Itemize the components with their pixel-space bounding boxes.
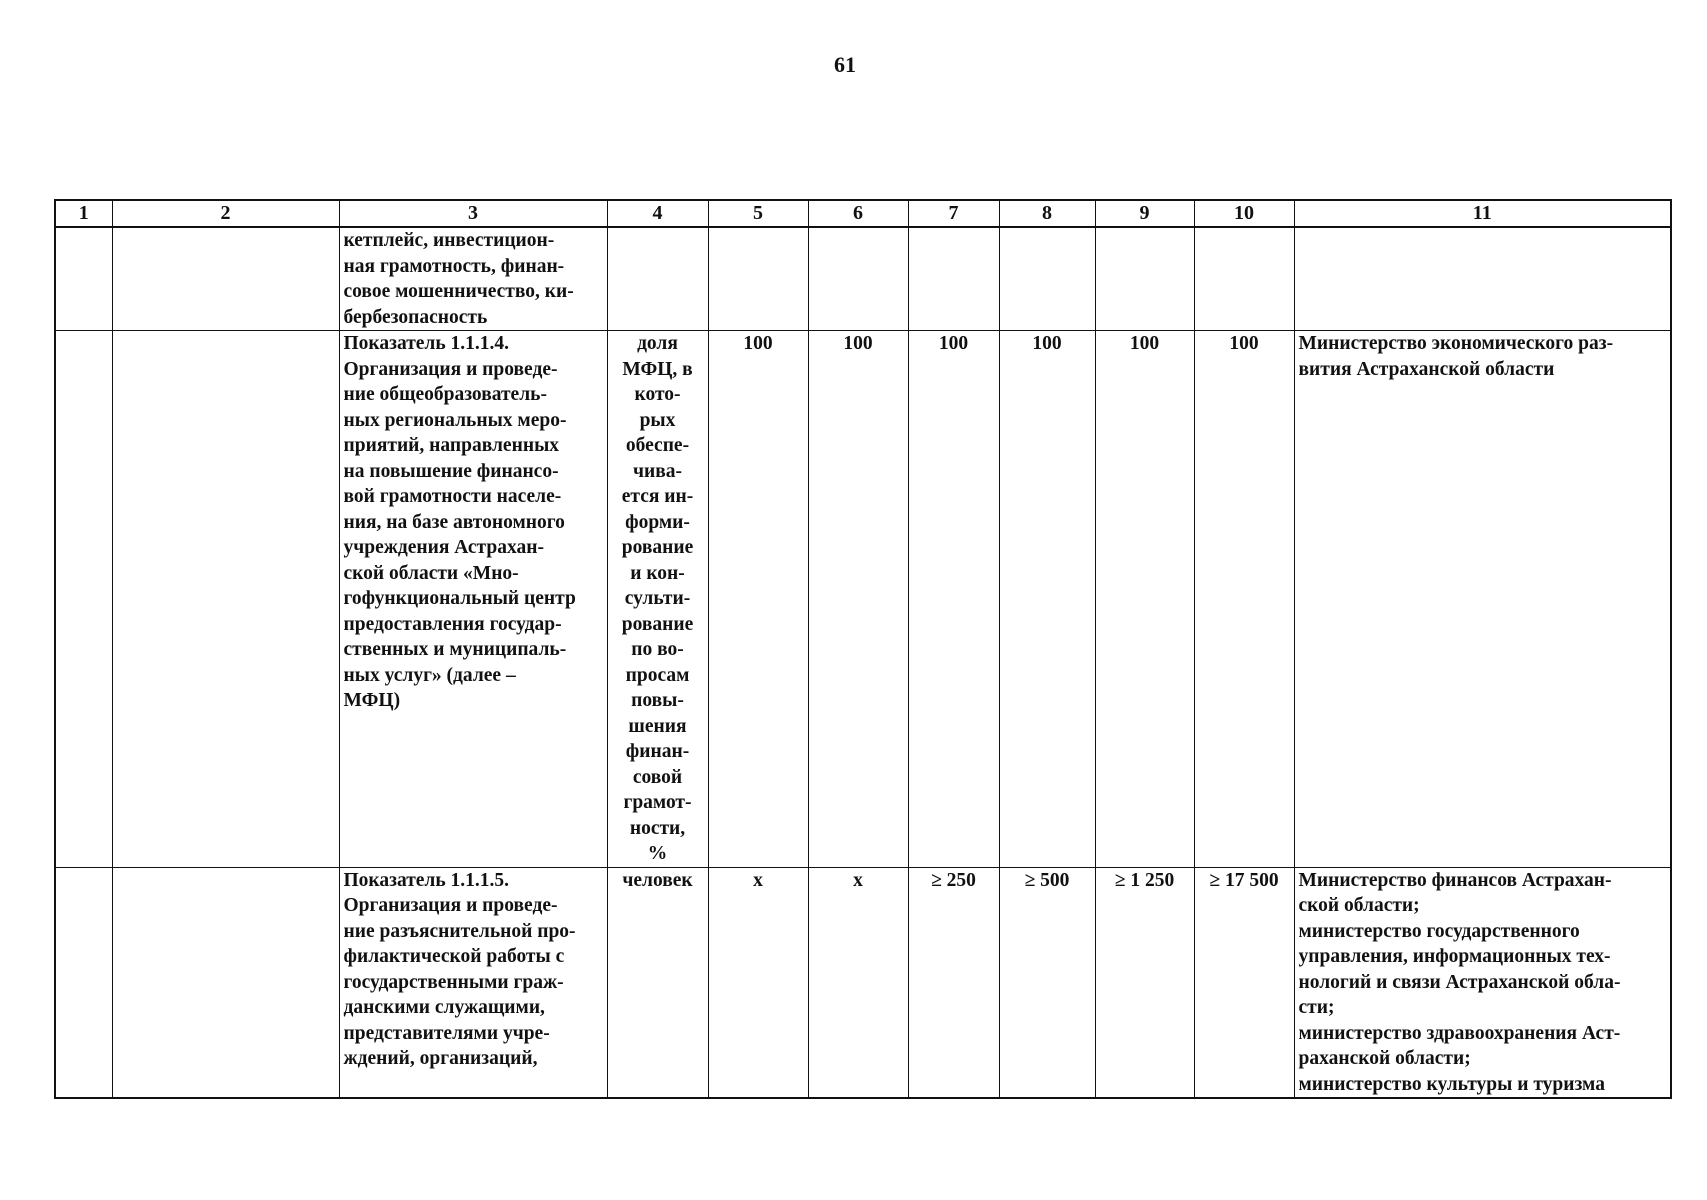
text-line: сти; <box>1298 997 1335 1018</box>
cell-value-9: 100 <box>1095 331 1194 868</box>
cell-indicator <box>339 331 607 868</box>
text-line: Организация и проведе- <box>343 895 558 916</box>
cell-value-8: ≥ 500 <box>999 867 1095 1098</box>
cell-value-9 <box>1095 227 1194 331</box>
text-line: ется ин- <box>621 486 694 507</box>
text-line: бербезопасность <box>343 306 488 328</box>
cell-value-9: ≥ 1 250 <box>1095 867 1194 1098</box>
text-line: обеспе- <box>625 435 690 456</box>
cell-responsible <box>1294 331 1671 868</box>
cell-responsible <box>1294 867 1671 1098</box>
text-line: Министерство экономического раз- <box>1298 333 1614 354</box>
text-line: форми- <box>625 511 690 533</box>
cell-value-5: х <box>708 867 808 1098</box>
cell-value-5 <box>708 227 808 331</box>
text-line: МФЦ, в <box>622 358 693 380</box>
text-line: сульти- <box>624 588 691 609</box>
page-number: 61 <box>834 52 856 77</box>
text-line: по во- <box>631 639 684 660</box>
text-line: раханской области; <box>1298 1048 1471 1069</box>
text-line: МФЦ) <box>343 690 401 711</box>
text-line: совое мошенничество, ки- <box>343 281 574 302</box>
cell-indicator <box>339 867 607 1098</box>
column-header-11: 11 <box>1294 200 1671 227</box>
cell-number <box>55 867 112 1098</box>
text-line: ние разъяснительной про- <box>343 920 576 942</box>
text-line: ных региональных меро- <box>343 409 567 431</box>
text-line: совой <box>632 766 683 788</box>
text-line: данскими служащими, <box>343 997 545 1018</box>
cell-name <box>112 867 339 1098</box>
text-line: и кон- <box>630 562 685 584</box>
text-line: вой грамотности населе- <box>343 486 562 507</box>
text-line: ской области; <box>1298 895 1420 916</box>
text-line: ных услуг» (далее – <box>343 664 516 686</box>
cell-name <box>112 227 339 331</box>
column-header-1: 1 <box>55 200 112 227</box>
cell-value-5: 100 <box>708 331 808 868</box>
text-line: Министерство финансов Астрахан- <box>1298 869 1612 891</box>
cell-value-10 <box>1194 227 1294 331</box>
column-header-7: 7 <box>908 200 999 227</box>
cell-value-7: 100 <box>908 331 999 868</box>
cell-value-7: ≥ 250 <box>908 867 999 1098</box>
text-line: грамот- <box>623 792 692 813</box>
text-line: кото- <box>634 384 681 405</box>
cell-value-10: 100 <box>1194 331 1294 868</box>
cell-indicator <box>339 227 607 331</box>
text-line: ственных и муниципаль- <box>343 639 567 660</box>
text-line: рование <box>621 613 694 635</box>
cell-value-10: ≥ 17 500 <box>1194 867 1294 1098</box>
text-line: вития Астраханской области <box>1298 358 1555 380</box>
text-line: доля <box>637 333 678 354</box>
text-line: министерство здравоохранения Аст- <box>1298 1022 1621 1044</box>
table-row <box>55 227 1671 331</box>
table-row <box>55 331 1671 868</box>
text-line: ждений, организаций, <box>343 1048 538 1069</box>
text-line: шения <box>628 715 687 737</box>
text-line: Показатель 1.1.1.4. <box>343 333 510 354</box>
cell-name <box>112 331 339 868</box>
table-row <box>55 867 1671 1098</box>
column-header-4: 4 <box>607 200 708 227</box>
text-line: % <box>647 843 668 864</box>
column-header-2: 2 <box>112 200 339 227</box>
column-header-6: 6 <box>808 200 908 227</box>
column-header-10: 10 <box>1194 200 1294 227</box>
text-line: представителями учре- <box>343 1022 550 1044</box>
text-line: человек <box>622 869 693 891</box>
text-line: учреждения Астрахан- <box>343 537 544 558</box>
column-header-9: 9 <box>1095 200 1194 227</box>
cell-value-8: 100 <box>999 331 1095 868</box>
text-line: приятий, направленных <box>343 435 560 456</box>
cell-value-6: х <box>808 867 908 1098</box>
text-line: министерство культуры и туризма <box>1298 1073 1605 1095</box>
cell-number <box>55 227 112 331</box>
indicators-table <box>54 199 1672 1099</box>
text-line: повы- <box>631 690 684 711</box>
cell-unit <box>607 227 708 331</box>
text-line: управления, информационных тех- <box>1298 946 1611 967</box>
table-header-row <box>55 200 1671 227</box>
cell-number <box>55 331 112 868</box>
cell-unit <box>607 867 708 1098</box>
cell-value-6: 100 <box>808 331 908 868</box>
column-header-5: 5 <box>708 200 808 227</box>
cell-value-8 <box>999 227 1095 331</box>
cell-unit <box>607 331 708 868</box>
text-line: кетплейс, инвестицион- <box>343 230 555 251</box>
text-line: ние общеобразователь- <box>343 384 547 405</box>
text-line: предоставления государ- <box>343 613 562 635</box>
text-line: ности, <box>629 817 686 839</box>
cell-value-6 <box>808 227 908 331</box>
text-line: государственными граж- <box>343 971 564 993</box>
text-line: ния, на базе автономного <box>343 511 565 533</box>
text-line: ная грамотность, финан- <box>343 255 565 277</box>
column-header-8: 8 <box>999 200 1095 227</box>
text-line: нологий и связи Астраханской обла- <box>1298 971 1621 993</box>
text-line: финан- <box>625 741 690 762</box>
text-line: гофункциональный центр <box>343 588 576 609</box>
text-line: просам <box>625 664 690 686</box>
text-line: филактической работы с <box>343 946 565 967</box>
column-header-3: 3 <box>339 200 607 227</box>
text-line: рых <box>639 409 676 431</box>
text-line: на повышение финансо- <box>343 460 559 482</box>
cell-value-7 <box>908 227 999 331</box>
text-line: рование <box>621 537 694 558</box>
text-line: ской области «Мно- <box>343 562 519 584</box>
cell-responsible <box>1294 227 1671 331</box>
text-line: Организация и проведе- <box>343 358 558 380</box>
text-line: чива- <box>632 460 682 482</box>
text-line: министерство государственного <box>1298 920 1580 942</box>
text-line: Показатель 1.1.1.5. <box>343 869 510 891</box>
